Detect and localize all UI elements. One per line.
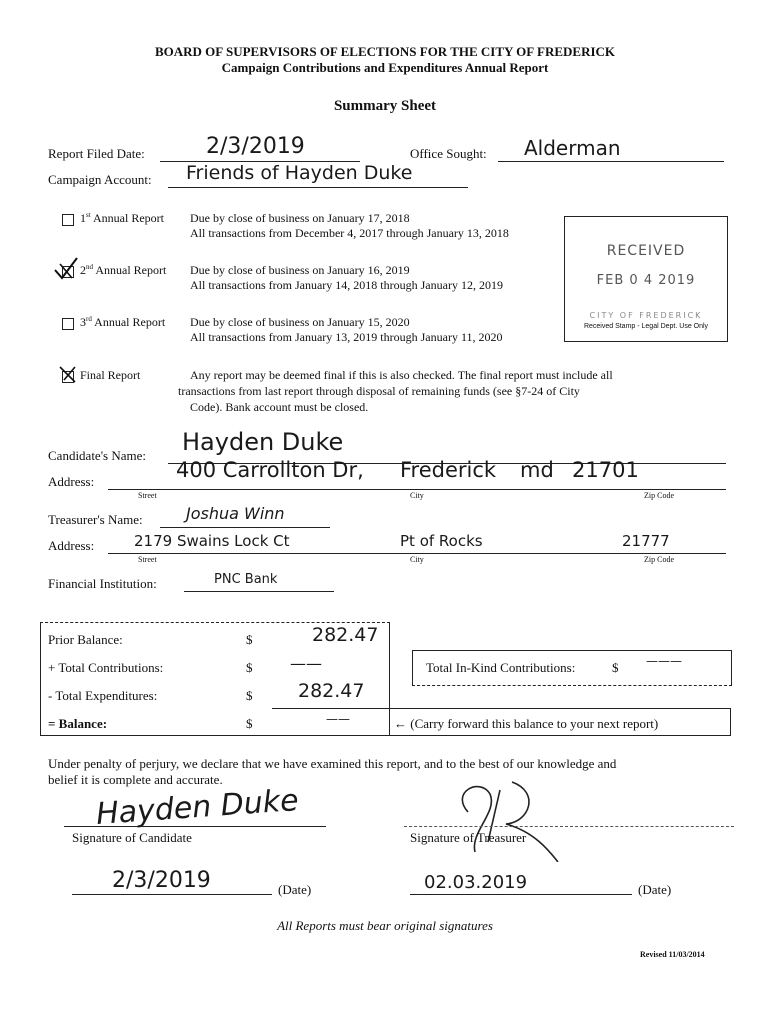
street-caption: Street — [138, 491, 157, 500]
treasurer-street-value[interactable]: 2179 Swains Lock Ct — [134, 532, 290, 550]
stamp-received: RECEIVED — [606, 243, 686, 259]
report-1-label: 1st Annual Report — [80, 211, 164, 225]
candidate-street-value[interactable]: 400 Carrollton Dr, — [176, 458, 364, 482]
office-sought-value[interactable]: Alderman — [524, 136, 621, 160]
treasurer-signature-caption: Signature of Treasurer — [410, 830, 527, 845]
zip-caption: Zip Code — [644, 555, 674, 564]
stamp-caption: Received Stamp - Legal Dept. Use Only — [583, 323, 709, 330]
candidate-name-label: Candidate's Name: — [48, 448, 147, 463]
candidate-city-value[interactable]: Frederick — [400, 458, 497, 482]
treasurer-address-label: Address: — [48, 538, 95, 553]
balance-currency: $ — [246, 716, 253, 731]
received-stamp-box — [564, 216, 728, 342]
report-2-label: 2nd Annual Report — [80, 263, 167, 277]
candidate-state-value[interactable]: md — [520, 458, 554, 482]
treasurer-date-label: (Date) — [638, 882, 672, 897]
report-1-checkbox[interactable] — [62, 214, 74, 226]
report-1-range: All transactions from December 4, 2017 through January 13, 2018 — [190, 226, 509, 240]
candidate-date-label: (Date) — [278, 882, 312, 897]
total-contributions-value[interactable]: —— — [290, 654, 322, 673]
page-title: Summary Sheet — [333, 98, 437, 114]
report-subtitle: Campaign Contributions and Expenditures Annual Report — [221, 60, 549, 75]
candidate-address-label: Address: — [48, 474, 95, 489]
total-expenditures-value[interactable]: 282.47 — [298, 680, 365, 702]
candidate-date-value[interactable]: 2/3/2019 — [112, 868, 211, 893]
zip-caption: Zip Code — [644, 491, 674, 500]
prior-balance-currency: $ — [246, 632, 253, 647]
report-3-checkbox[interactable] — [62, 318, 74, 330]
inkind-label: Total In-Kind Contributions: — [426, 660, 576, 675]
prior-balance-value[interactable]: 282.47 — [312, 624, 379, 646]
balance-value[interactable]: —— — [326, 712, 350, 726]
total-contributions-currency: $ — [246, 660, 253, 675]
treasurer-city-value[interactable]: Pt of Rocks — [400, 532, 483, 550]
inkind-value[interactable]: ——— — [646, 654, 682, 668]
report-2-range: All transactions from January 14, 2018 through January 12, 2019 — [190, 278, 503, 292]
report-3-due: Due by close of business on January 15, 2020 — [190, 315, 410, 329]
carry-forward-note: ← (Carry forward this balance to your next report) — [394, 716, 659, 731]
city-caption: City — [410, 491, 424, 500]
campaign-account-label: Campaign Account: — [48, 172, 152, 187]
stamp-date: FEB 0 4 2019 — [596, 273, 696, 288]
balance-label: = Balance: — [48, 716, 108, 731]
financial-institution-label: Financial Institution: — [48, 576, 157, 591]
check-mark-icon — [58, 364, 78, 384]
treasurer-zip-value[interactable]: 21777 — [622, 532, 670, 550]
street-caption: Street — [138, 555, 157, 564]
treasurer-signature-mark — [440, 772, 560, 862]
candidate-signature[interactable]: Hayden Duke — [95, 782, 300, 833]
report-1-due: Due by close of business on January 17, 2018 — [190, 211, 410, 225]
revised-date: Revised 11/03/2014 — [640, 950, 705, 959]
report-filed-label: Report Filed Date: — [48, 146, 145, 161]
prior-balance-label: Prior Balance: — [48, 632, 123, 647]
office-sought-label: Office Sought: — [410, 146, 487, 161]
report-2-due: Due by close of business on January 16, 2019 — [190, 263, 410, 277]
financial-institution-value[interactable]: PNC Bank — [214, 572, 278, 587]
candidate-name-value[interactable]: Hayden Duke — [182, 428, 344, 456]
stamp-city: CITY OF FREDERICK — [589, 311, 703, 320]
inkind-currency: $ — [612, 660, 619, 675]
treasurer-name-label: Treasurer's Name: — [48, 512, 143, 527]
final-report-text-2: transactions from last report through disposal of remaining funds (see §7-24 of City — [178, 384, 580, 398]
treasurer-name-value[interactable]: Joshua Winn — [186, 504, 285, 523]
declaration-line-2: belief it is complete and accurate. — [48, 772, 223, 787]
candidate-signature-caption: Signature of Candidate — [72, 830, 192, 845]
declaration-line-1: Under penalty of perjury, we declare that we have examined this report, and to the best of our knowledge and — [48, 756, 617, 771]
signature-requirement-note: All Reports must bear original signatures — [277, 918, 493, 933]
report-3-label: 3rd Annual Report — [80, 315, 166, 329]
city-caption: City — [410, 555, 424, 564]
candidate-zip-value[interactable]: 21701 — [572, 458, 639, 482]
treasurer-date-value[interactable]: 02.03.2019 — [424, 872, 528, 893]
final-report-text-1: Any report may be deemed final if this is also checked. The final report must include all — [190, 368, 613, 382]
final-report-label: Final Report — [80, 368, 141, 382]
report-filed-value[interactable]: 2/3/2019 — [206, 134, 305, 159]
check-mark-icon — [52, 256, 80, 282]
total-contributions-label: + Total Contributions: — [48, 660, 164, 675]
total-expenditures-currency: $ — [246, 688, 253, 703]
total-expenditures-label: - Total Expenditures: — [48, 688, 158, 703]
report-3-range: All transactions from January 13, 2019 through January 11, 2020 — [190, 330, 503, 344]
final-report-text-3: Code). Bank account must be closed. — [190, 400, 369, 414]
board-header: BOARD OF SUPERVISORS OF ELECTIONS FOR THE CITY OF FREDERICK — [154, 44, 616, 59]
campaign-account-value[interactable]: Friends of Hayden Duke — [186, 162, 413, 184]
